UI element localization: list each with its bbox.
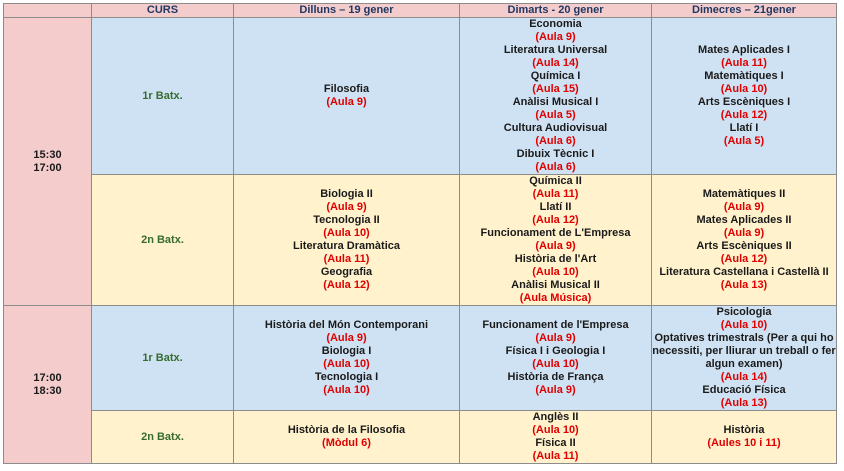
room-label: (Aula 12) bbox=[720, 109, 768, 121]
subject-name: Biologia II bbox=[320, 188, 373, 200]
subject-name: Anàlisi Musical I bbox=[512, 96, 599, 108]
room-label: (Aula 5) bbox=[535, 109, 576, 121]
day-cell-dimecres bbox=[652, 411, 837, 464]
subject-name: Química II bbox=[529, 175, 582, 187]
room-label: (Aula 10) bbox=[323, 384, 370, 396]
subject-name: Llatí II bbox=[539, 201, 572, 213]
room-label: (Aula 10) bbox=[720, 319, 768, 331]
curs-cell: 2n Batx. bbox=[92, 411, 234, 464]
subject-name: Arts Escèniques I bbox=[697, 96, 791, 108]
time-start: 15:30 bbox=[33, 148, 62, 161]
subject-name: Literatura Dramàtica bbox=[293, 240, 400, 252]
room-label: (Aula 13) bbox=[720, 279, 768, 291]
room-label: (Aula 9) bbox=[723, 201, 765, 213]
room-label: (Aula 11) bbox=[532, 450, 579, 462]
subject-name: Psicologia bbox=[716, 306, 772, 318]
subject-name: Tecnologia I bbox=[314, 371, 379, 383]
subject-name: Literatura Castellana i Castellà II bbox=[659, 266, 829, 278]
subject-name: Anàlisi Musical II bbox=[511, 279, 600, 291]
room-label: (Aules 10 i 11) bbox=[707, 437, 781, 449]
room-label: (Aula 14) bbox=[532, 57, 579, 69]
subject-name: Anglès II bbox=[532, 411, 579, 423]
subject-name: Física II bbox=[535, 437, 576, 449]
day-cell-dilluns bbox=[234, 18, 460, 175]
day-cell-dilluns bbox=[234, 175, 460, 306]
room-label: (Aula 9) bbox=[535, 384, 576, 396]
subject-name: Funcionament de l'Empresa bbox=[482, 319, 629, 331]
room-label: (Aula 14) bbox=[720, 371, 768, 383]
day-cell-dimarts bbox=[460, 306, 652, 411]
table-row bbox=[4, 306, 837, 411]
subject-name: Funcionament de L'Empresa bbox=[480, 227, 631, 239]
time-start: 17:00 bbox=[33, 371, 62, 384]
subject-name: Optatives trimestrals (Per a qui ho necessiti, per lliurar un treball o fer algun examen) bbox=[652, 332, 836, 370]
table-row bbox=[4, 175, 837, 306]
table-row bbox=[4, 411, 837, 464]
room-label: (Aula 10) bbox=[323, 358, 370, 370]
room-label: (Aula 10) bbox=[532, 358, 579, 370]
room-label: (Aula 12) bbox=[323, 279, 370, 291]
room-label: (Aula 6) bbox=[535, 161, 576, 173]
day-cell-dimarts bbox=[460, 18, 652, 175]
room-label: (Aula 9) bbox=[723, 227, 765, 239]
room-label: (Aula 10) bbox=[532, 266, 579, 278]
day-cell-dimecres bbox=[652, 306, 837, 411]
subject-name: Història de la Filosofia bbox=[287, 424, 406, 436]
room-label: (Aula 15) bbox=[532, 83, 579, 95]
subject-name: Història del Món Contemporani bbox=[264, 319, 429, 331]
header-curs: CURS bbox=[92, 4, 234, 18]
room-label: (Aula 9) bbox=[326, 332, 367, 344]
table-row bbox=[4, 18, 837, 175]
subject-name: Tecnologia II bbox=[313, 214, 380, 226]
time-end: 18:30 bbox=[33, 384, 62, 397]
room-label: (Aula 9) bbox=[535, 332, 576, 344]
curs-cell: 1r Batx. bbox=[92, 306, 234, 411]
room-label: (Aula 9) bbox=[535, 240, 576, 252]
subject-name: Dibuix Tècnic I bbox=[516, 148, 595, 160]
curs-cell: 1r Batx. bbox=[92, 18, 234, 175]
exam-schedule-table bbox=[3, 3, 837, 464]
room-label: (Aula 12) bbox=[532, 214, 579, 226]
room-label: (Aula 11) bbox=[721, 57, 767, 69]
room-label: (Aula 5) bbox=[723, 135, 765, 147]
day-cell-dilluns bbox=[234, 411, 460, 464]
day-cell-dimarts bbox=[460, 411, 652, 464]
subject-name: Física I i Geologia I bbox=[505, 345, 606, 357]
subject-name: Geografia bbox=[320, 266, 373, 278]
subject-name: Cultura Audiovisual bbox=[503, 122, 608, 134]
room-label: (Aula Música) bbox=[519, 292, 592, 304]
subject-name: Llatí I bbox=[729, 122, 759, 134]
subject-name: Química I bbox=[530, 70, 581, 82]
day-cell-dilluns bbox=[234, 306, 460, 411]
subject-name: Economia bbox=[529, 18, 582, 30]
room-label: (Aula 6) bbox=[535, 135, 576, 147]
room-label: (Aula 9) bbox=[326, 201, 367, 213]
subject-name: Educació Física bbox=[702, 384, 786, 396]
header-dimecres: Dimecres – 21gener bbox=[652, 4, 837, 18]
subject-name: Filosofia bbox=[323, 83, 370, 95]
header-corner bbox=[4, 4, 92, 18]
subject-name: Història de l'Art bbox=[514, 253, 597, 265]
room-label: (Aula 11) bbox=[323, 253, 370, 265]
subject-name: Matemàtiques I bbox=[704, 70, 784, 82]
subject-name: Mates Aplicades II bbox=[696, 214, 792, 226]
room-label: (Aula 10) bbox=[720, 83, 768, 95]
subject-name: Biologia I bbox=[321, 345, 372, 357]
subject-name: Matemàtiques II bbox=[702, 188, 786, 200]
subject-name: Mates Aplicades I bbox=[698, 44, 790, 56]
room-label: (Aula 9) bbox=[535, 31, 576, 43]
room-label: (Aula 10) bbox=[532, 424, 579, 436]
room-label: (Aula 12) bbox=[720, 253, 768, 265]
time-slot-2 bbox=[4, 306, 92, 464]
header-dilluns: Dilluns – 19 gener bbox=[234, 4, 460, 18]
subject-name: Arts Escèniques II bbox=[696, 240, 792, 252]
room-label: (Aula 9) bbox=[326, 96, 367, 108]
room-label: (Aula 10) bbox=[323, 227, 370, 239]
schedule-sheet bbox=[3, 3, 837, 464]
subject-name: Història de França bbox=[507, 371, 604, 383]
room-label: (Mòdul 6) bbox=[322, 437, 371, 449]
subject-name: Història bbox=[723, 424, 765, 436]
time-end: 17:00 bbox=[33, 161, 62, 174]
time-slot-1 bbox=[4, 18, 92, 306]
day-cell-dimecres bbox=[652, 18, 837, 175]
day-cell-dimarts bbox=[460, 175, 652, 306]
room-label: (Aula 13) bbox=[720, 397, 768, 409]
header-dimarts: Dimarts - 20 gener bbox=[460, 4, 652, 18]
room-label: (Aula 11) bbox=[532, 188, 579, 200]
curs-cell: 2n Batx. bbox=[92, 175, 234, 306]
day-cell-dimecres bbox=[652, 175, 837, 306]
subject-name: Literatura Universal bbox=[503, 44, 608, 56]
header-row bbox=[4, 4, 837, 18]
